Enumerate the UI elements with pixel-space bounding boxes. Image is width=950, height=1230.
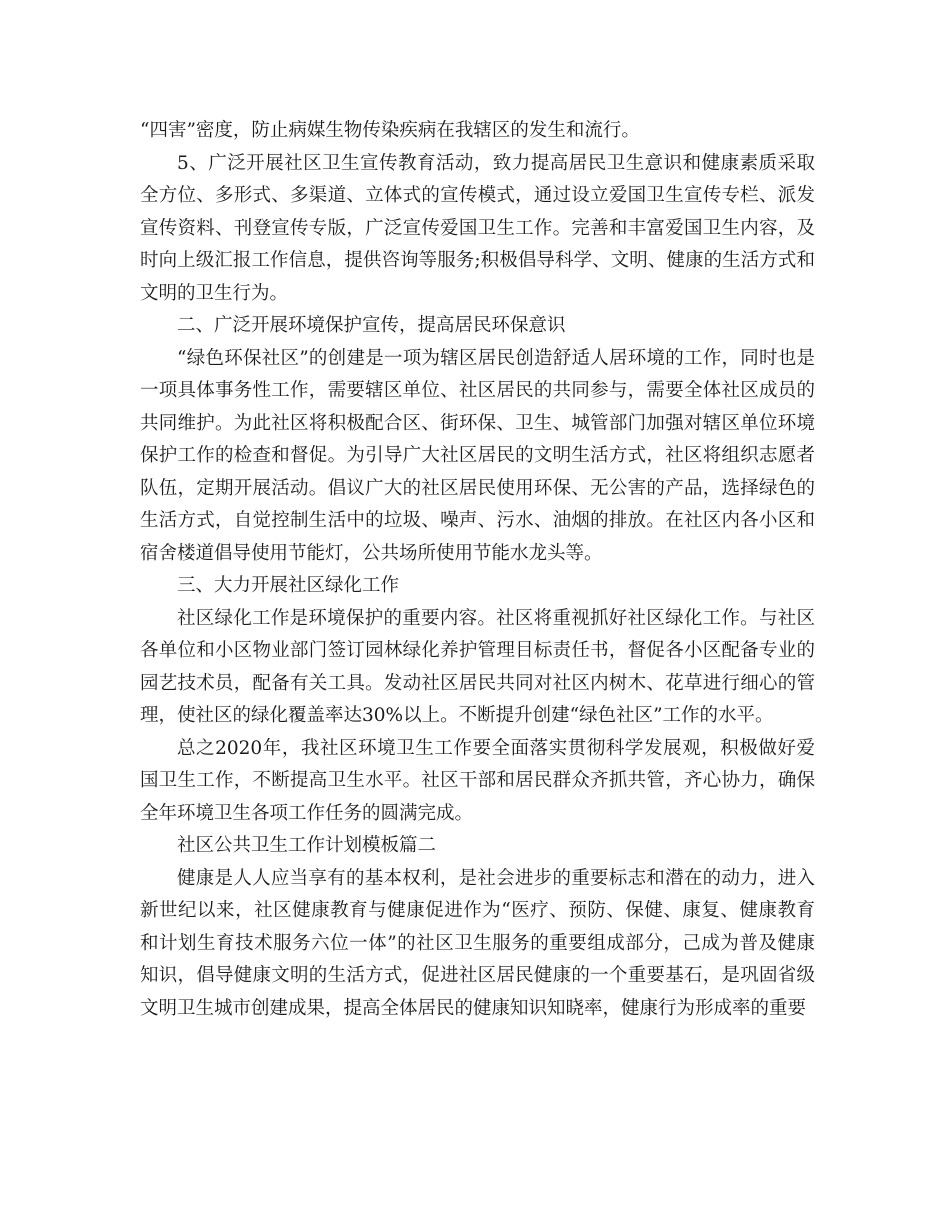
paragraph: 社区绿化工作是环境保护的重要内容。社区将重视抓好社区绿化工作。与社区各单位和小区物业部门签订园林绿化养护管理目标责任书，督促各小区配备专业的园艺技术员，配备有关工具。发动社区居民共同对社区内树木、花草进行细心的管理，使社区的绿化覆盖率达30%以上。不断提升创建“绿色社区”工作的水平。 [140, 607, 815, 726]
paragraph: 健康是人人应当享有的基本权利，是社会进步的重要标志和潜在的动力，进入新世纪以来，社区健康教育与健康促进作为“医疗、预防、保健、康复、健康教育和计划生育技术服务六位一体”的社区卫生服务的重要组成部分，己成为普及健康知识，倡导健康文明的生活方式，促进社区居民健康的一个重要基石，是巩固省级文明卫生城市创建成果，提高全体居民的健康知识知晓率，健康行为形成率的重要 [140, 867, 815, 1019]
paragraph: 总之2020年，我社区环境卫生工作要全面落实贯彻科学发展观，积极做好爱国卫生工作，不断提高卫生水平。社区干部和居民群众齐抓共管，齐心协力，确保全年环境卫生各项工作任务的圆满完成。 [140, 737, 815, 824]
paragraph: 5、广泛开展社区卫生宣传教育活动，致力提高居民卫生意识和健康素质采取全方位、多形式、多渠道、立体式的宣传模式，通过设立爱国卫生宣传专栏、派发宣传资料、刊登宣传专版，广泛宣传爱国卫生工作。完善和丰富爱国卫生内容，及时向上级汇报工作信息，提供咨询等服务;积极倡导科学、文明、健康的生活方式和文明的卫生行为。 [140, 152, 815, 304]
section-heading: 社区公共卫生工作计划模板篇二 [177, 835, 437, 856]
paragraph: “绿色环保社区”的创建是一项为辖区居民创造舒适人居环境的工作，同时也是一项具体事务性工作，需要辖区单位、社区居民的共同参与，需要全体社区成员的共同维护。为此社区将积极配合区、街环保、卫生、城管部门加强对辖区单位环境保护工作的检查和督促。为引导广大社区居民的文明生活方式，社区将组织志愿者队伍，定期开展活动。倡议广大的社区居民使用环保、无公害的产品，选择绿色的生活方式，自觉控制生活中的垃圾、噪声、污水、油烟的排放。在社区内各小区和宿舍楼道倡导使用节能灯，公共场所使用节能水龙头等。 [140, 347, 815, 564]
paragraph: “四害”密度，防止病媒生物传染疾病在我辖区的发生和流行。 [140, 120, 640, 141]
section-heading: 二、广泛开展环境保护宣传，提高居民环保意识 [177, 315, 566, 336]
section-heading: 三、大力开展社区绿化工作 [177, 575, 400, 596]
document-body [140, 115, 815, 1025]
